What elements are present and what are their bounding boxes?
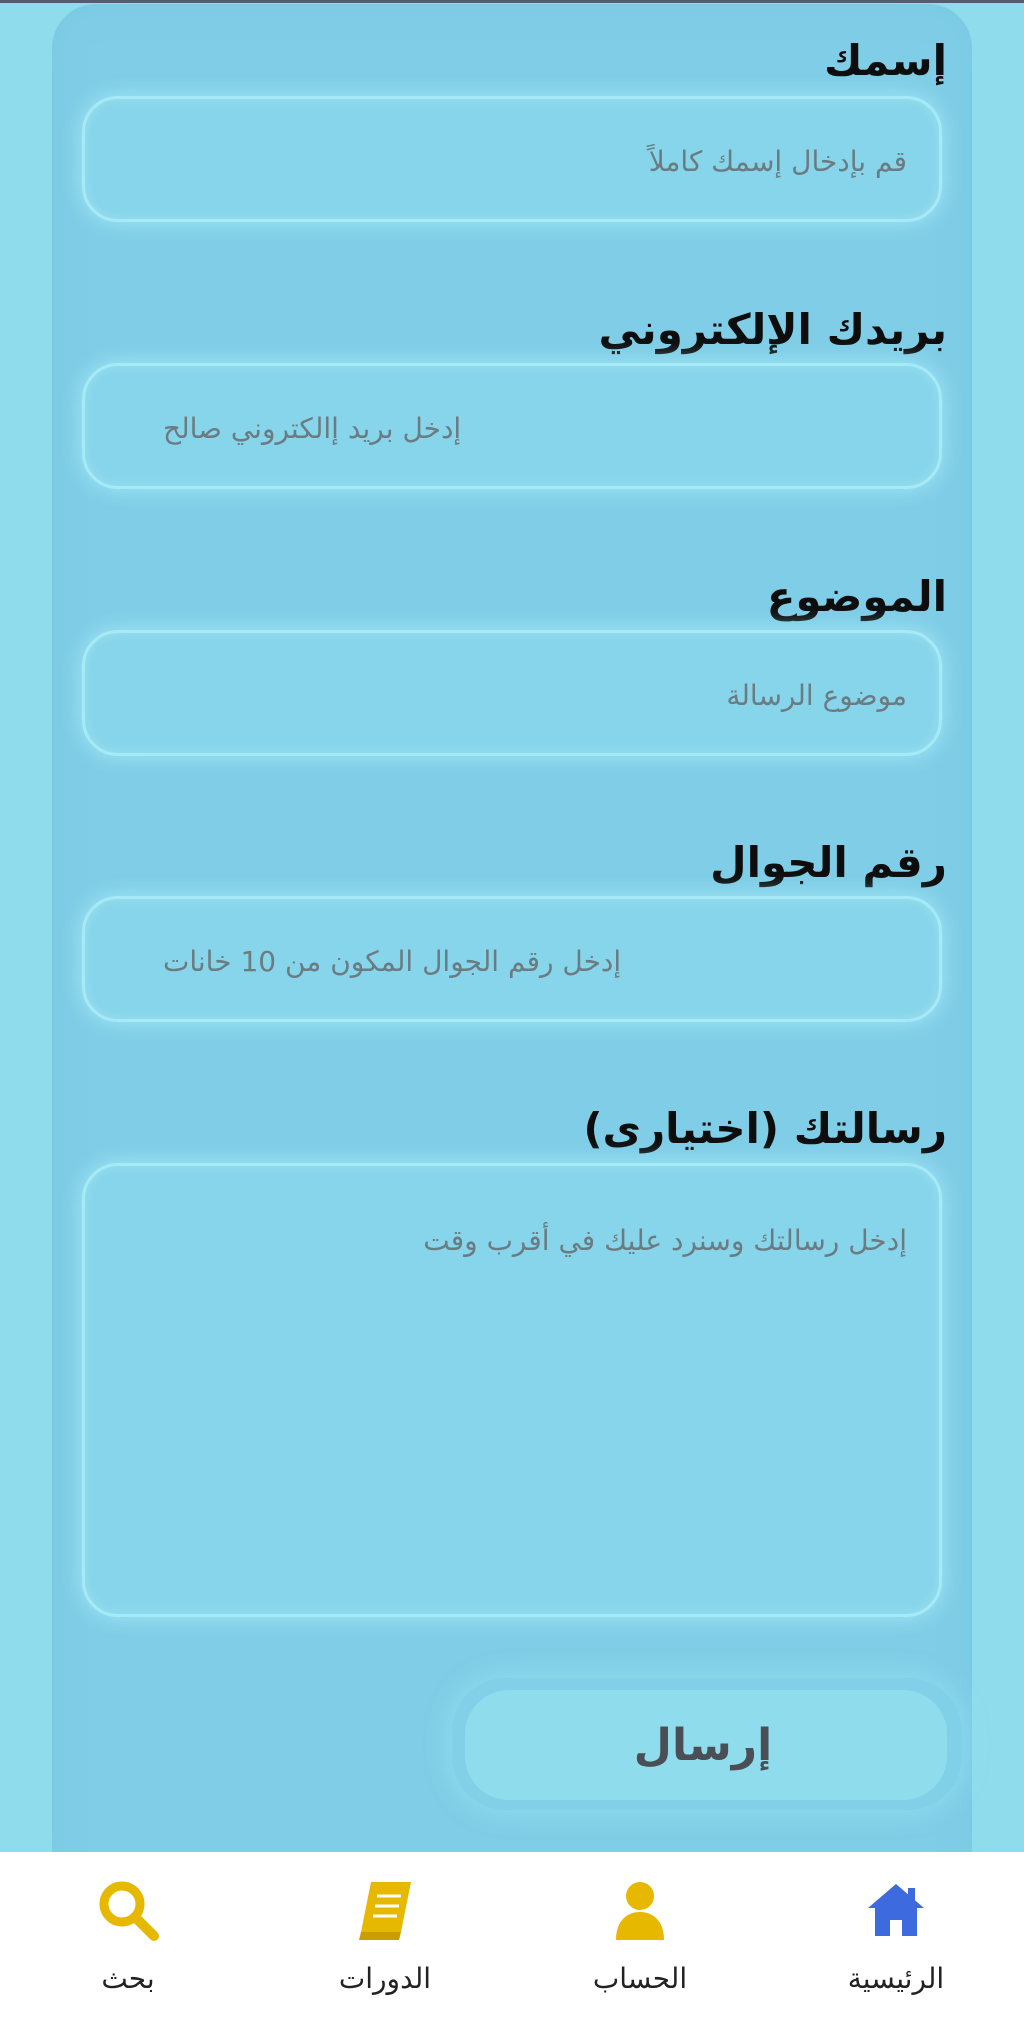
user-icon bbox=[608, 1878, 672, 1942]
nav-item-home[interactable] bbox=[786, 1852, 1006, 2025]
status-line bbox=[0, 0, 1024, 3]
phone-label: رقم الجوال bbox=[710, 838, 947, 887]
email-input[interactable] bbox=[82, 363, 942, 489]
submit-button[interactable]: إرسال bbox=[465, 1690, 947, 1800]
nav-label-courses: الدورات bbox=[338, 1962, 432, 1995]
nav-label-account: الحساب bbox=[592, 1962, 688, 1995]
phone-placeholder: إدخل رقم الجوال المكون من 10 خانات bbox=[163, 945, 622, 978]
nav-item-account[interactable] bbox=[530, 1852, 750, 2025]
message-textarea[interactable] bbox=[82, 1163, 942, 1617]
subject-placeholder: موضوع الرسالة bbox=[726, 679, 907, 712]
name-label: إسمك bbox=[824, 36, 947, 85]
nav-item-search[interactable] bbox=[18, 1852, 238, 2025]
bottom-navigation bbox=[0, 1852, 1024, 2025]
nav-label-home: الرئيسية bbox=[847, 1962, 945, 1995]
email-label: بريدك الإلكتروني bbox=[598, 305, 947, 354]
message-label: رسالتك (اختيارى) bbox=[583, 1104, 947, 1153]
subject-label: الموضوع bbox=[766, 572, 947, 621]
nav-item-courses[interactable] bbox=[275, 1852, 495, 2025]
home-icon bbox=[864, 1878, 928, 1942]
book-icon bbox=[353, 1878, 417, 1942]
message-placeholder: إدخل رسالتك وسنرد عليك في أقرب وقت bbox=[423, 1224, 907, 1257]
subject-input[interactable] bbox=[82, 630, 942, 756]
phone-input[interactable] bbox=[82, 896, 942, 1022]
nav-label-search: بحث bbox=[101, 1962, 155, 1995]
name-input[interactable] bbox=[82, 96, 942, 222]
email-placeholder: إدخل بريد إالكتروني صالح bbox=[163, 412, 462, 445]
search-icon bbox=[96, 1878, 160, 1942]
name-placeholder: قم بإدخال إسمك كاملاً bbox=[648, 145, 907, 178]
